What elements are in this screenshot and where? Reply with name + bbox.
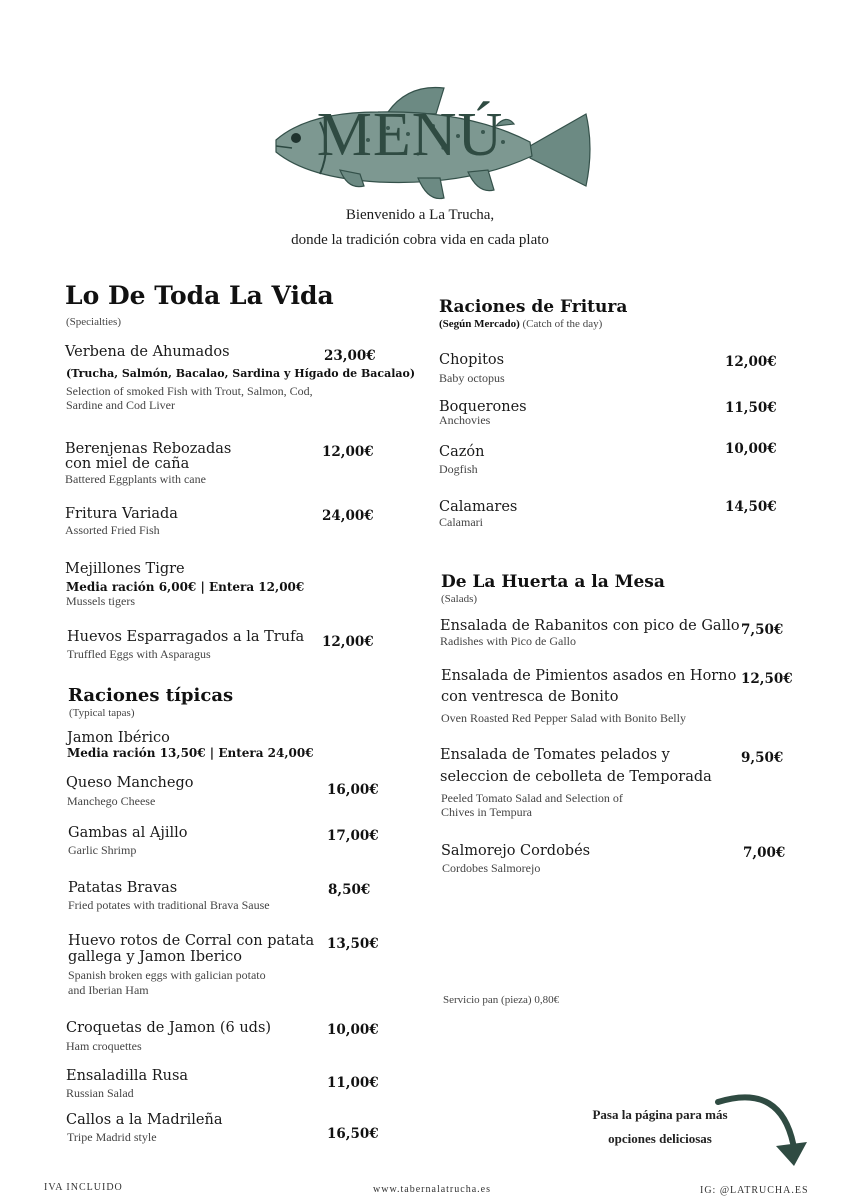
menu-item-description: Battered Eggplants with cane bbox=[65, 472, 206, 486]
menu-item-price: 7,00€ bbox=[743, 845, 786, 861]
menu-item-name: Ensalada de Pimientos asados en Horno bbox=[441, 668, 737, 684]
menu-item-description: Fried potates with traditional Brava Sause bbox=[68, 898, 270, 912]
menu-item-price: 14,50€ bbox=[725, 499, 777, 515]
menu-item-description: Baby octopus bbox=[439, 371, 505, 385]
menu-item-name: Ensalada de Tomates pelados y bbox=[440, 747, 670, 763]
menu-item-name: Patatas Bravas bbox=[68, 880, 178, 896]
menu-item-name: Verbena de Ahumados bbox=[65, 344, 230, 360]
menu-item-name: Boquerones bbox=[439, 399, 527, 415]
menu-item-name: Ensalada de Rabanitos con pico de Gallo bbox=[440, 618, 740, 634]
menu-item-name: gallega y Jamon Iberico bbox=[68, 949, 243, 965]
turn-page-line-1: Pasa la página para más bbox=[592, 1107, 728, 1122]
menu-item-price: 16,00€ bbox=[327, 782, 379, 798]
footer-website: www.tabernalatrucha.es bbox=[373, 1184, 491, 1195]
menu-item-price: 10,00€ bbox=[725, 441, 777, 457]
menu-item-detail: (Trucha, Salmón, Bacalao, Sardina y Hígado de Bacalao) bbox=[66, 367, 416, 380]
menu-item-price: 11,00€ bbox=[327, 1075, 379, 1091]
menu-item-name: con ventresca de Bonito bbox=[441, 689, 619, 705]
menu-item-price: 16,50€ bbox=[327, 1126, 379, 1142]
menu-item-name: Calamares bbox=[439, 499, 518, 515]
menu-title: MENÚ bbox=[316, 101, 504, 169]
section-subtitle-fritura bbox=[439, 318, 602, 330]
menu-item-description: Oven Roasted Red Pepper Salad with Bonito Belly bbox=[441, 711, 686, 725]
subtitle-rest: (Catch of the day) bbox=[522, 318, 603, 330]
menu-item-description: and Iberian Ham bbox=[68, 983, 149, 997]
section-subtitle-tapas: (Typical tapas) bbox=[69, 707, 135, 719]
menu-item-name: Salmorejo Cordobés bbox=[441, 843, 591, 859]
curved-arrow-icon bbox=[712, 1088, 812, 1172]
menu-item-description: Assorted Fried Fish bbox=[65, 523, 160, 537]
menu-item-description: Cordobes Salmorejo bbox=[442, 861, 541, 875]
menu-item-price: 11,50€ bbox=[725, 400, 777, 416]
menu-item-name: con miel de caña bbox=[65, 456, 190, 472]
menu-item-description: Truffled Eggs with Asparagus bbox=[67, 647, 211, 661]
subtitle-bold: (Según Mercado) bbox=[439, 318, 520, 330]
bread-service-note: Servicio pan (pieza) 0,80€ bbox=[443, 994, 560, 1006]
menu-item-description: Calamari bbox=[439, 515, 483, 529]
menu-item-description: Selection of smoked Fish with Trout, Salmon, Cod, bbox=[66, 384, 313, 398]
menu-item-description: Anchovies bbox=[439, 413, 491, 427]
menu-item-price: 13,50€ bbox=[327, 936, 379, 952]
menu-item-price: 7,50€ bbox=[741, 622, 784, 638]
menu-item-description: Mussels tigers bbox=[66, 594, 135, 608]
section-subtitle-specialties: (Specialties) bbox=[66, 316, 121, 328]
menu-item-price: 10,00€ bbox=[327, 1022, 379, 1038]
menu-item-description: Dogfish bbox=[439, 462, 478, 476]
section-title-fritura: Raciones de Fritura bbox=[439, 297, 628, 317]
menu-item-name: Queso Manchego bbox=[66, 775, 194, 791]
menu-item-name: seleccion de cebolleta de Temporada bbox=[440, 769, 712, 785]
menu-item-price: 17,00€ bbox=[327, 828, 379, 844]
menu-item-description: Radishes with Pico de Gallo bbox=[440, 634, 576, 648]
menu-item-detail: Media ración 6,00€ | Entera 12,00€ bbox=[66, 580, 305, 594]
menu-item-description: Manchego Cheese bbox=[67, 794, 156, 808]
section-title-specialties: Lo De Toda La Vida bbox=[65, 281, 334, 310]
menu-item-description: Garlic Shrimp bbox=[68, 843, 137, 857]
menu-item-description: Russian Salad bbox=[66, 1086, 134, 1100]
menu-item-price: 23,00€ bbox=[324, 348, 376, 364]
menu-item-description: Spanish broken eggs with galician potato bbox=[68, 968, 266, 982]
menu-item-price: 8,50€ bbox=[328, 882, 371, 898]
menu-item-detail: Media ración 13,50€ | Entera 24,00€ bbox=[67, 746, 314, 760]
menu-item-name: Fritura Variada bbox=[65, 506, 178, 522]
menu-item-name: Huevo rotos de Corral con patata bbox=[68, 933, 315, 949]
menu-item-description: Peeled Tomato Salad and Selection of bbox=[441, 791, 623, 805]
section-title-tapas: Raciones típicas bbox=[68, 685, 234, 706]
menu-item-description: Sardine and Cod Liver bbox=[66, 398, 175, 412]
menu-item-description: Tripe Madrid style bbox=[67, 1130, 157, 1144]
menu-item-name: Jamon Ibérico bbox=[67, 730, 170, 746]
menu-item-price: 12,00€ bbox=[725, 354, 777, 370]
menu-item-name: Berenjenas Rebozadas bbox=[65, 441, 232, 457]
menu-item-name: Croquetas de Jamon (6 uds) bbox=[66, 1020, 272, 1036]
section-subtitle-salads: (Salads) bbox=[441, 593, 478, 605]
menu-item-name: Cazón bbox=[439, 444, 485, 460]
menu-item-name: Gambas al Ajillo bbox=[68, 825, 188, 841]
menu-item-price: 12,50€ bbox=[741, 671, 793, 687]
menu-item-name: Ensaladilla Rusa bbox=[66, 1068, 189, 1084]
section-title-salads: De La Huerta a la Mesa bbox=[441, 572, 665, 592]
footer-instagram: IG: @LATRUCHA.ES bbox=[700, 1185, 809, 1196]
menu-item-name: Callos a la Madrileña bbox=[66, 1112, 223, 1128]
footer-tax-note: IVA INCLUIDO bbox=[44, 1182, 123, 1193]
menu-item-name: Mejillones Tigre bbox=[65, 561, 185, 577]
menu-item-description: Ham croquettes bbox=[66, 1039, 142, 1053]
intro-line-2: donde la tradición cobra vida en cada plato bbox=[291, 232, 549, 248]
menu-item-name: Huevos Esparragados a la Trufa bbox=[67, 629, 305, 645]
intro-line-1: Bienvenido a La Trucha, bbox=[345, 207, 495, 223]
menu-item-price: 9,50€ bbox=[741, 750, 784, 766]
menu-item-name: Chopitos bbox=[439, 352, 505, 368]
menu-item-description: Chives in Tempura bbox=[441, 805, 532, 819]
menu-item-price: 12,00€ bbox=[322, 444, 374, 460]
menu-item-price: 24,00€ bbox=[322, 508, 374, 524]
menu-item-price: 12,00€ bbox=[322, 634, 374, 650]
turn-page-line-2: opciones deliciosas bbox=[608, 1131, 712, 1146]
